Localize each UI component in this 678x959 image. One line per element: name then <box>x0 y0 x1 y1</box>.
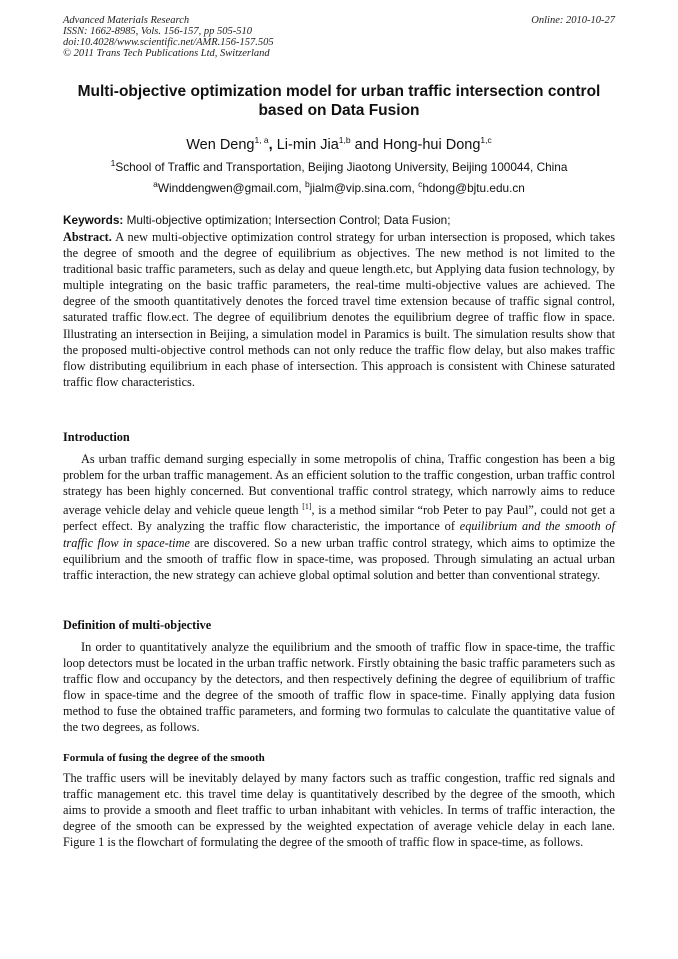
author-name: Hong-hui Dong <box>382 136 481 153</box>
author-affiliation-mark: 1, a <box>254 135 269 145</box>
author-name: Wen Deng <box>186 136 255 153</box>
introduction-text-part: , is a method similar “rob Peter to pay Paul”, could not get a perfect effect. By analyzing the traffic flow characteristic, the importance of <box>63 503 615 534</box>
email-address: hdong@bjtu.edu.cn <box>422 180 525 195</box>
introduction-heading: Introduction <box>63 430 130 444</box>
email-list <box>63 177 615 196</box>
doi-line: doi:10.4028/www.scientific.net/AMR.156-157.505 <box>63 37 274 48</box>
author-name: Li-min Jia <box>276 136 339 153</box>
email-mark: c <box>418 179 423 189</box>
affiliation-text: School of Traffic and Transportation, Beijing Jiaotong University, Beijing 100044, China <box>115 159 568 174</box>
definition-paragraph: In order to quantitatively analyze the equilibrium and the smooth of traffic flow in space-time, the traffic loop detectors must be located in the urban traffic network. Firstly obtaining the basic traffic parameters such as traffic flow and occupancy by the detectors, and then respectively defining the degree of equilibrium of traffic flow in space-time and the degree of the smooth of traffic flow in space-time. Finally applying data fusion method to fuse the obtained traffic parameters, and forming two formulas to calculate the quantitative value of the two degrees, as follows. <box>63 640 615 735</box>
affiliation-mark: 1 <box>110 158 116 168</box>
author-list <box>63 131 615 154</box>
online-date: Online: 2010-10-27 <box>531 15 615 26</box>
email-address: jialm@vip.sina.com, <box>309 180 415 195</box>
keywords <box>63 213 615 228</box>
definition-heading: Definition of multi-objective <box>63 618 212 632</box>
introduction-paragraph <box>63 451 615 583</box>
introduction-emphasis: equilibrium and the smooth of traffic flow in space-time <box>63 519 615 550</box>
formula-paragraph: The traffic users will be inevitably delayed by many factors such as traffic congestion, traffic red signals and traffic management etc. this travel time delay is quantitatively described by the degree of the smooth, which aims to provide a smooth and fleet traffic to urban inhabitant with vehicles. In terms of traffic interaction, the degree of the smooth can be expressed by the weighted expectation of average vehicle delay in each lane. Figure 1 is the flowchart of formulating the degree of the smooth of traffic flow in space-time, as follows. <box>63 771 615 850</box>
author-affiliation-mark: 1,c <box>480 135 492 145</box>
author-affiliation-mark: 1,b <box>338 135 351 145</box>
keywords-text: Multi-objective optimization; Intersection Control; Data Fusion; <box>126 213 451 227</box>
paper-title: Multi-objective optimization model for urban traffic intersection control based on Data Fusion <box>77 83 601 119</box>
affiliation <box>63 156 615 175</box>
author-separator: , <box>268 136 273 153</box>
introduction-text-part: are discovered. So a new urban traffic control strategy, which aims to optimize the equilibrium and the smooth of traffic flow in space-time, was proposed. Through simulating an actual urban traffic interaction, the new strategy can achieve global optimal solution and better than conventional strategy. <box>63 535 615 582</box>
citation-mark: [1] <box>302 502 312 512</box>
email-mark: a <box>153 179 158 189</box>
journal-name: Advanced Materials Research <box>63 15 190 26</box>
keywords-label: Keywords: <box>63 213 124 227</box>
introduction-text-part: As urban traffic demand surging especially in some metropolis of china, Traffic congestion has been a big problem for the urban traffic management. As an efficient solution to the traffic congestion, urban traffic control strategy has been highly concerned. But conventional traffic control strategy, which narrowly aims to reduce average vehicle delay and vehicle queue length <box>63 452 615 518</box>
issn-line: ISSN: 1662-8985, Vols. 156-157, pp 505-510 <box>63 26 252 37</box>
copyright-line: © 2011 Trans Tech Publications Ltd, Switzerland <box>63 48 270 59</box>
abstract <box>63 229 615 390</box>
email-mark: b <box>304 179 310 189</box>
author-separator: and <box>354 136 379 153</box>
abstract-label: Abstract. <box>63 230 112 244</box>
email-address: Winddengwen@gmail.com, <box>157 180 302 195</box>
abstract-text: A new multi-objective optimization control strategy for urban intersection is proposed, which takes the degree of smooth and the degree of equilibrium as objectives. The new method is not limited to the traditional basic traffic parameters, such as delay and queue length.etc, but Applying data fusion technology, by multiple integrating on the basic traffic parameters, the real-time multi-objective values are achieved. The degree of the smooth quantitatively denotes the forced travel time extension because of traffic signal control, saturated traffic flow.ect. The degree of equilibrium denotes the equilibrium degree of traffic flow in space. Illustrating an intersection in Beijing, a simulation model in Paramics is built. The simulation results show that the proposed multi-objective control methods can not only reduce the traffic flow delay, but also makes traffic flow distributing equilibrium in each phase of intersection. This approach is consistent with Chinese saturated traffic flow characteristics. <box>63 230 615 389</box>
formula-subheading: Formula of fusing the degree of the smooth <box>63 752 265 764</box>
journal-header <box>63 15 615 59</box>
